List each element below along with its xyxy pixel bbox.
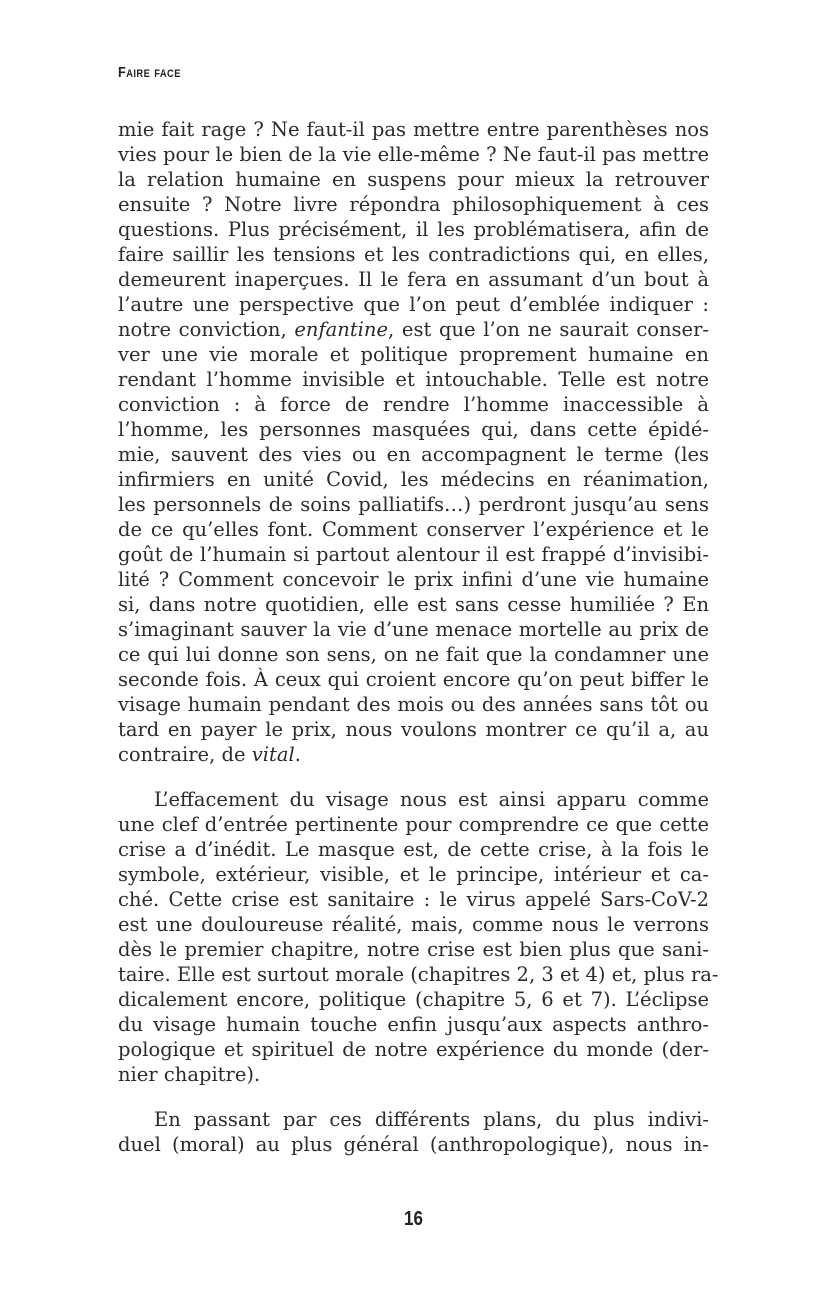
text-line xyxy=(118,317,709,342)
text-fragment: contraire, de xyxy=(118,743,246,766)
text-line: pologique et spirituel de notre expérience du monde (der- xyxy=(118,1038,709,1061)
text-line xyxy=(118,742,709,767)
text-line: infirmiers en unité Covid, les médecins en réanimation, xyxy=(118,468,709,491)
text-line: L’effacement du visage nous est ainsi apparu comme xyxy=(154,788,709,811)
text-line: si, dans notre quotidien, elle est sans cesse humiliée ? En xyxy=(118,593,709,616)
text-line: ce qui lui donne son sens, on ne fait que la condamner une xyxy=(118,643,709,666)
page-number: 16 xyxy=(404,1208,423,1230)
text-line: taire. Elle est surtout morale (chapitres 2, 3 et 4) et, plus ra- xyxy=(118,963,719,986)
text-fragment: notre conviction, xyxy=(118,318,287,341)
text-line: crise a d’inédit. Le masque est, de cette crise, à la fois le xyxy=(118,838,709,861)
text-line: s’imaginant sauver la vie d’une menace mortelle au prix de xyxy=(118,618,709,641)
paragraph-1 xyxy=(118,117,709,767)
text-line: En passant par ces différents plans, du plus indivi- xyxy=(154,1108,709,1131)
paragraph-spacing xyxy=(118,767,709,787)
text-line: dès le premier chapitre, notre crise est bien plus que sani- xyxy=(118,938,709,961)
text-line: nier chapitre). xyxy=(118,1063,261,1086)
text-line: mie, sauvent des vies ou en accompagnent le terme (les xyxy=(118,443,709,466)
text-line: seconde fois. À ceux qui croient encore qu’on peut biffer le xyxy=(118,668,709,691)
text-line: lité ? Comment concevoir le prix infini d’une vie humaine xyxy=(118,568,709,591)
text-line: faire saillir les tensions et les contradictions qui, en elles, xyxy=(118,243,709,266)
text-line: du visage humain touche enfin jusqu’aux aspects anthro- xyxy=(118,1013,709,1036)
italic-word: enfantine xyxy=(294,318,389,341)
running-head-title: Faire face xyxy=(118,64,181,81)
text-line: symbole, extérieur, visible, et le principe, intérieur et ca- xyxy=(118,863,709,886)
text-line: goût de l’humain si partout alentour il est frappé d’invisibi- xyxy=(118,543,709,566)
text-line: ensuite ? Notre livre répondra philosophiquement à ces xyxy=(118,193,709,216)
text-line: mie fait rage ? Ne faut-il pas mettre entre parenthèses nos xyxy=(118,118,709,141)
text-fragment: . xyxy=(294,743,301,766)
text-line: demeurent inaperçues. Il le fera en assumant d’un bout à xyxy=(118,268,709,291)
text-line: est une douloureuse réalité, mais, comme nous le verrons xyxy=(118,913,709,936)
text-line: visage humain pendant des mois ou des années sans tôt ou xyxy=(118,693,709,716)
text-line: rendant l’homme invisible et intouchable. Telle est notre xyxy=(118,368,709,391)
body-text xyxy=(118,117,719,1157)
text-line: dicalement encore, politique (chapitre 5, 6 et 7). L’éclipse xyxy=(118,988,709,1011)
paragraph-2 xyxy=(118,787,719,1087)
paragraph-spacing xyxy=(118,1087,709,1107)
text-line: vies pour le bien de la vie elle-même ? Ne faut-il pas mettre xyxy=(118,143,709,166)
text-line: de ce qu’elles font. Comment conserver l’expérience et le xyxy=(118,518,709,541)
text-line: la relation humaine en suspens pour mieux la retrouver xyxy=(118,168,709,191)
italic-word: vital xyxy=(251,743,295,766)
text-line: questions. Plus précisément, il les problématisera, afin de xyxy=(118,218,709,241)
text-line: l’homme, les personnes masquées qui, dans cette épidé- xyxy=(118,418,709,441)
text-line: ver une vie morale et politique proprement humaine en xyxy=(118,343,709,366)
text-line: les personnels de soins palliatifs…) perdront jusqu’au sens xyxy=(118,493,709,516)
text-line: l’autre une perspective que l’on peut d’emblée indiquer : xyxy=(118,293,709,316)
text-line: conviction : à force de rendre l’homme inaccessible à xyxy=(118,393,709,416)
text-fragment: , est que l’on ne saurait conser- xyxy=(388,318,710,341)
text-line: tard en payer le prix, nous voulons montrer ce qu’il a, au xyxy=(118,718,709,741)
text-line: duel (moral) au plus général (anthropologique), nous in- xyxy=(118,1133,709,1156)
paragraph-3 xyxy=(118,1107,709,1157)
text-line: ché. Cette crise est sanitaire : le virus appelé Sars-CoV-2 xyxy=(118,888,709,911)
text-line: une clef d’entrée pertinente pour comprendre ce que cette xyxy=(118,813,709,836)
